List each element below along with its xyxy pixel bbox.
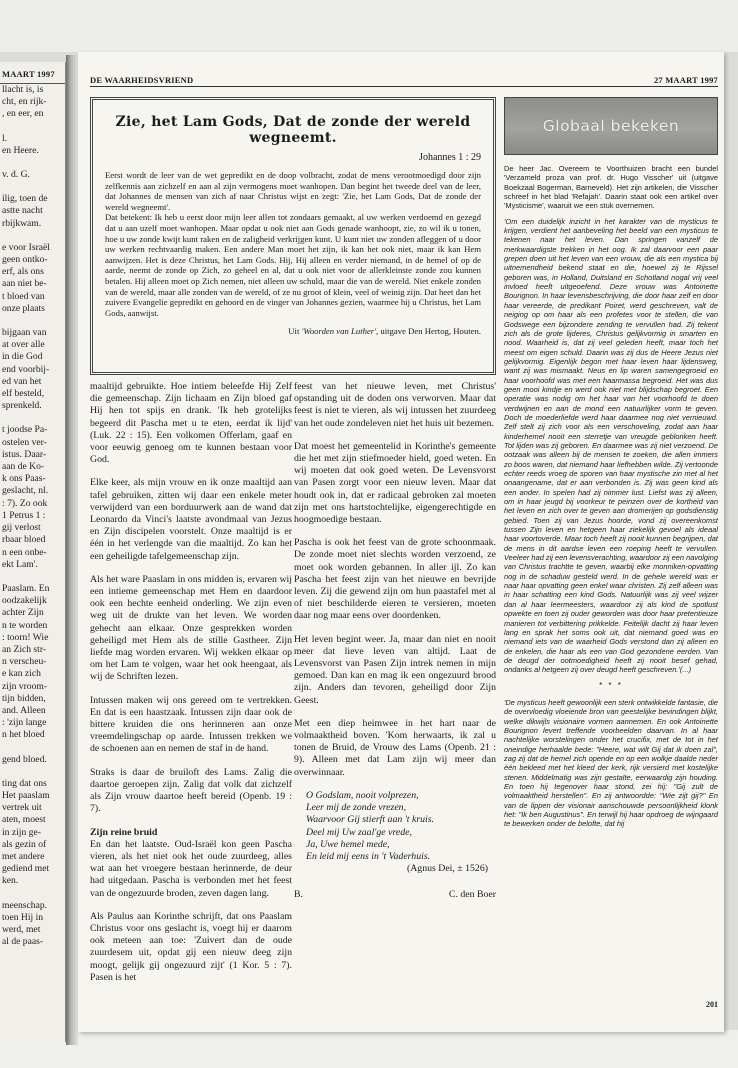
previous-page-line: istus. Daar-	[2, 448, 47, 460]
running-head	[90, 73, 718, 87]
previous-page-line	[0, 742, 65, 754]
article-paragraph: Pascha is ook het feest van de grote schoonmaak. De zonde moet niet slechts worden verzoend, ze moet ook worden gebannen. In aller ijl. Zo kan Pascha het feest zijn van het nieuwe en bevrijde leven. Zij die gewend zijn om hun paastafel met al of niet beschilderde eieren te versieren, moeten daar nog maar eens over doordenken.	[294, 537, 496, 622]
publication-name: DE WAARHEIDSVRIEND	[90, 75, 194, 85]
poem-line: Leer mij de zonde vrezen,	[306, 802, 407, 814]
previous-page-line: gij verlost	[2, 522, 41, 534]
previous-page-line: e kan zich	[2, 668, 41, 680]
previous-page-line: t bloed van	[2, 290, 45, 302]
article-paragraph: Met een diep heimwee in het hart naar de volmaaktheid boven. 'Kom herwaarts, ik zal u tonen de Bruid, de Vrouw des Lams (Openb. 21 : 9). Alleen met dat Lam zijn wij meer dan overwinnaar.	[294, 717, 496, 778]
book-gutter	[66, 55, 78, 1045]
quote-source-prefix: Uit	[288, 326, 302, 337]
sidebar-text	[504, 164, 718, 829]
quote-box-reference: Johannes 1 : 29	[419, 152, 481, 163]
previous-page-line: n het bloed	[2, 729, 45, 741]
background-top	[0, 0, 738, 52]
article-column-right	[294, 381, 496, 902]
issue-date: 27 MAART 1997	[653, 75, 718, 85]
previous-page-line: toen Hij in	[2, 911, 44, 923]
quote-source	[105, 326, 481, 336]
previous-page-line: rbijkwam.	[2, 217, 42, 229]
previous-page-line: : 'zijn lange	[2, 717, 47, 729]
previous-page-line: an Zich str-	[2, 643, 47, 655]
previous-page-line: n een onbe-	[2, 546, 47, 558]
article-column-left	[90, 381, 292, 995]
previous-page-line: , en eer, en	[2, 108, 44, 120]
previous-page-line	[0, 121, 65, 133]
previous-page-header: MAART 1997	[0, 62, 65, 84]
previous-page-line: k ons Paas-	[2, 473, 46, 485]
previous-page-line: n te worden	[2, 619, 48, 631]
previous-page-line: astte nacht	[2, 205, 43, 217]
previous-page-line	[0, 181, 65, 193]
article-paragraph: Straks is daar de bruiloft des Lams. Zalig die daartoe geroepen zijn. Zalig dat volk dat zichzelf als Zijn vrouw daartoe heeft bereid (Openb. 19 : 7).	[90, 766, 292, 815]
poem	[306, 790, 496, 875]
previous-page-line: Het paaslam	[2, 789, 50, 801]
quote-paragraph: Dat betekent: Ik heb u eerst door mijn leer allen tot zondaars gemaakt, al uw werken verdoemd en gezegd dat u aan uzelf moet wanhopen. Maar opdat u ook niet aan Gods genade wanhoopt, zie, zo wil ik u tonen, hoe u uw zonde kwijt kunt raken en de zaligheid verkrijgen kunt. U kunt niet uw zonden afleggen of u door uw werken rechtvaardig maken. Een andere Man moet het zijn, ik kan het ook niet, maar ik kan Hem aanwijzen. Het is deze Christus, het Lam Gods. Hij, Hij alleen en verder niemand, in de hemel of op de aarde, neemt de zonde op Zich, zo geheel en al, dat u ook niet voor de allerkleinste zonde zou kunnen betalen. Hij alleen moet op Zich nemen, niet alleen uw schuld, maar die van de wereld. Niet enkele zonden van de wereld, maar alle zonden van de wereld, of ze nu groot of klein, veel of weinig zijn. Dat heet dan het zuivere Evangelie gepredikt en gehoord en de vinger van Johannes gezien, waarmee hij u Christus, het Lam Gods, aanwijst.	[105, 212, 481, 318]
poem-line: Deel mij Uw zaal'ge vrede,	[306, 826, 412, 838]
previous-page-line: ed van het	[2, 375, 42, 387]
previous-page-line: en Heere.	[2, 144, 39, 156]
magazine-page	[78, 52, 724, 1032]
previous-page-line: ostelen ver-	[2, 436, 47, 448]
article-paragraph: Intussen maken wij ons gereed om te vertrekken. En dat is een haastzaak. Intussen zijn daar ook de bittere kruiden die ons herinneren aan onze vreemdelingschap op aarde. Intussen trekken we de schoenen aan en nemen de staf in de hand.	[90, 694, 292, 755]
article-paragraph: feest van het nieuwe leven, met Christus' opstanding uit de doden ons verworven. Maar dat feest is niet te vieren, als wij intussen het zuurdeeg van het oude zondeleven niet het huis uit bezemen.	[294, 381, 496, 429]
previous-page-line: end voorbij-	[2, 363, 50, 375]
previous-page-line	[0, 412, 65, 424]
previous-page-line	[0, 888, 65, 900]
previous-page-lines	[0, 84, 65, 948]
previous-page-line: aten, moest	[2, 814, 46, 826]
signature-left: B.	[294, 889, 303, 901]
previous-page-line: al de paas-	[2, 936, 44, 948]
article-paragraph: maaltijd gebruikte. Hoe intiem beleefde Hij Zelf die gemeenschap. Zijn lichaam en Zijn bloed gaf Hij hen tot spijs en drank. 'Ik heb grotelijks begeerd dit Pascha met u te eten, eerdat ik lijd' (Luk. 22 : 15). Een volkomen Offerlam, gaaf en voor eeuwig genoeg om te kunnen bestaan voor God.	[90, 381, 292, 466]
article-paragraph: Elke keer, als mijn vrouw en ik onze maaltijd aan tafel gebruiken, zitten wij daar een enkele meter verwijderd van een borduurwerk aan de wand dat Leonardo da Vinci's laatste avondmaal van Jezus en Zijn discipelen voorstelt. Onze maaltijd is er één in het verlengde van die maaltijd. Zo kan het een geheiligde tafelgemeenschap zijn.	[90, 477, 292, 562]
previous-page-line: ken.	[2, 875, 19, 887]
previous-page-line: onze plaats	[2, 302, 45, 314]
previous-page-line: sprenkeld.	[2, 400, 42, 412]
page-number: 201	[706, 1000, 718, 1009]
article-paragraph: En dan het laatste. Oud-Israël kon geen Pascha vieren, als het niet ook het oude zuurdeeg, alles wat aan het vroegere bestaan herinnerde, de deur had uitgedaan. Pascha is verbonden met het feest van de ongezuurde broden, zeven dagen lang.	[90, 838, 292, 899]
article-subheading: Zijn reine bruid	[90, 826, 158, 838]
previous-page-line: t joodse Pa-	[2, 424, 48, 436]
poem-attribution: (Agnus Dei, ± 1526)	[406, 863, 488, 875]
previous-page-line: v. d. G.	[2, 169, 30, 181]
previous-page-line: geslacht, nl.	[2, 485, 49, 497]
previous-page-line: aan niet be-	[2, 278, 47, 290]
previous-page-line: : 7). Zo ook	[2, 497, 48, 509]
previous-page-line: e voor Israël	[2, 241, 50, 253]
previous-page-line: rbaar bloed	[2, 534, 46, 546]
previous-page-line: bijgaan van	[2, 327, 47, 339]
previous-page-line: achter Zijn	[2, 607, 44, 619]
previous-page-line: ting dat ons	[2, 777, 47, 789]
author-signature: C. den Boer	[448, 889, 496, 901]
previous-page-line	[0, 315, 65, 327]
previous-page-line	[0, 157, 65, 169]
previous-page-line: l.	[2, 132, 8, 144]
article-paragraph: Als Paulus aan Korinthe schrijft, dat ons Paaslam Christus voor ons geslacht is, voegt hij er daarom ook meteen aan toe: 'Zuivert dan de oude zuurdesem uit, opdat gij een nieuw deeg zijn moogt, gelijk gij ongezuurd zijt' (1 Kor. 5 : 7). Pasen is het	[90, 910, 292, 983]
previous-page-line: meenschap.	[2, 899, 48, 911]
article-paragraph: Het leven begint weer. Ja, maar dan niet en nooit meer dat lieve leven van altijd. Laat de Levensvorst van Pasen Zijn intrek nemen in mijn gemoed. Dan kan en mag ik een ongezuurd brood zijn. Anders dan tevoren, geheiligd door Zijn Geest.	[294, 633, 496, 706]
poem-line: En leid mij eens in 't Vaderhuis.	[306, 850, 431, 862]
previous-page-line: and. Alleen	[2, 704, 46, 716]
previous-page-line: erf, als ons	[2, 266, 44, 278]
poem-line: O Godslam, nooit volprezen,	[306, 789, 419, 801]
previous-page-line: llacht is, is	[2, 84, 44, 95]
previous-page-line: 1 Petrus 1 :	[2, 509, 46, 521]
previous-page-line	[0, 571, 65, 583]
poem-line: Waarvoor Gij stierft aan 't kruis.	[306, 814, 435, 826]
previous-page-line: in zijn ge-	[2, 826, 41, 838]
quote-source-suffix: , uitgave Den Hertog, Houten.	[376, 326, 481, 337]
quote-source-title: 'Woorden van Luther'	[301, 326, 377, 337]
previous-page-strip	[0, 62, 66, 1042]
previous-page-line: met andere	[2, 850, 45, 862]
previous-page-line: zijn vroom-	[2, 680, 48, 692]
signature-line	[294, 889, 496, 901]
previous-page-line: oodzakelijk	[2, 595, 47, 607]
previous-page-line: cht, en rijk-	[2, 96, 47, 108]
sidebar-banner-title: Globaal bekeken	[542, 117, 680, 135]
previous-page-line	[0, 230, 65, 242]
quote-paragraph: Eerst wordt de leer van de wet gepredikt en de doop volbracht, zodat de mens verootmoedigd door zijn zelfkennis aan zichzelf en aan al zijn vermogens moet wanhopen. Dan begint het tweede deel van de leer, dat Johannes de mensen van zich af naar Christus wijst en zegt: 'Zie, het Lam Gods, Dat de zonde der wereld wegneemt'.	[105, 170, 481, 212]
previous-page-line: Paaslam. En	[2, 582, 50, 594]
quote-box-title: Zie, het Lam Gods, Dat de zonde der wereld wegneemt.	[115, 114, 471, 146]
background-bottom	[0, 1030, 738, 1068]
sidebar-banner	[504, 97, 718, 155]
sidebar-paragraph: 'De mysticus heeft gewoonlijk een sterk ontwikkelde fantasie, die de overvloedig vloeiende bron van geestelijke bevindingen blijkt, welke dikwijls visionaire vormen aannemen. En ook Antoinette Bourignon levert treffende voorbeelden daarvan. In al haar nachtelijke worstelingen onder het crucifix, met de tot in het oneindige herhaalde bede: "Heere, wat wilt Gij dat ik doen zal", zag zij dat de hemel zich opende en op een wolkje daalde neder één bekleed met het kleed der kerk, rijk versierd met kostelijke stenen. Middelmatig was zijn gestalte, eerwaardig zijn houding. En toen hij tegenover haar stond, zei hij: "Gij zult de volmaaktheid herstellen". En zij antwoordde: "Wie zijt gij?" En van de lippen der visionair aanschouwde persoonlijkheid klonk het: "Ik ben Augustinus". En terwijl hij haar opdroeg de wijngaard te bewerken onder de belofte, dat hij	[504, 697, 718, 829]
previous-page-line: gend bloed.	[2, 753, 47, 765]
previous-page-line: ilig, toen de	[2, 193, 48, 205]
poem-line: Ja, Uwe hemel mede,	[306, 838, 390, 850]
previous-page-line: at over alle	[2, 339, 45, 351]
previous-page-line: elf besteld,	[2, 388, 45, 400]
previous-page-line: : toorn! Wie	[2, 631, 49, 643]
sidebar-globaal-bekeken	[504, 97, 718, 1027]
previous-page-line: in die God	[2, 351, 43, 363]
previous-page-line: als gezin of	[2, 838, 47, 850]
previous-page-line	[0, 766, 65, 778]
sidebar-paragraph: 'Om een duidelijk inzicht in het karakter van de mysticus te krijgen, verdient het aanbeveling het beeld van een mysticus te tekenen naar het leven. Dan springen vanzelf de merkwaardigste trekken in het oog. Ik zal daarvoor een paar grepen doen uit het leven van een vrouw, die als een mystica bij uitnemendheid bekend staat en die, hoewel zij te Rijssel geboren was, in Holland, Duitsland en Schotland nogal vrij veel invloed heeft uitgeoefend. Deze vrouw was Antoinette Bourignon. In haar levensbeschrijving, die door haar zelf en door haar vereerde, de predikant Poiret, werd geschreven, valt de neiging op om haar als een profetes voor te stellen, die van Godswege een bijzondere zending te vervullen had. Zij tekent zich als de grote lijderes, Christus gelijkvormig in smarten en nood. Waarheid is, dat zij veel geleden heeft, maar toch het meest om eigen schuld. Daarin was zij dus de Heere Jezus niet gelijkvormig. Eigenlijk begon met haar leven haar lijdensweg, want zij was mismaakt. Neus en lip waren samengegroeid en haar voorhoofd was met een haarmassa begroeid. Het was dus geen mooi kindje en werd ook niet met blijdschap begroet. Een operatie was nodig om het haar van het voorhoofd te doen verdwijnen en aan de mond een natuurlijker vorm te geven. Doch de moederliefde werd haar daarmee nog niet vernieuwd. Zelf stelt zij zich voor als een verschoveling, zodat aan haar kinderhemel nooit een sterretje van vreugde geblonken heeft. Tot lijden was zij geboren. En daarmee was zij niet verzoend. De ootzaak was alleen bij de mensen te zoeken, die allen immers zo boos waren, dat niemand haar liefhebben wilde. Zij vertoonde echter reeds vroeg de sporen van haar mystische zin met al het onaangename, dat er aan verbonden is. Zij was geen kind als een ander. In spelen had zij nimmer lust. Liefst was zij alleen, om in haar jeugd bij voorkeur te peinzen over de kortheid van het leven en zich over te geven aan dromerijen op godsdienstig gebied. Toen zij van Jezus hoorde, vond zij overeenkomst tussen Zijn leven en hetgeen haar ziekelijk gevoel als ideaal haar voortoverde. Maar toch heeft zij nooit kunnen begrijpen, dat de mens in dit aardse leven een roeping heeft te vervullen. Veeleer had zij een levensverachting, waardoor zij een navolging van Christus trachtte te geven, waarbij elke monniken-opvatting nog in de schaduw gesteld werd. In de gehele wereld was er naar haar opvatting geen enkel waar christen. Zij zelf alleen was in haar schatting een kind Gods. Natuurlijk was zij veel wijzer dan al haar leermeesters, waardoor zij als kind de spotlust opwekte en toen zij ouder geworden was door haar pretentieuze manieren tot verbittering prikkelde. Feitelijk dacht zij haar leven lang en sprak het soms ook uit, dat niemand goed was en niemand iets van de waarheid Gods verstond dan zij alleen en de enkelen, die haar als een van God gezondene eerden. Van de deugd der ootmoedigheid heeft zij nooit besef gehad, ondanks al hetgeen zij over deugd heeft geschreven.'(...)	[504, 216, 718, 675]
previous-page-line: geen ontko-	[2, 254, 48, 266]
previous-page-line: werd, met	[2, 923, 41, 935]
previous-page-line: tijn bidden,	[2, 692, 46, 704]
previous-page-line: aan de Ko-	[2, 461, 45, 473]
article-paragraph: Als het ware Paaslam in ons midden is, ervaren wij een intieme gemeenschap met Hem en daardoor ook een hechte eenheid onderling. We zijn even weg uit de drukte van het leven. We worden gehecht aan elkaar. Onze gesprekken worden geheiligd met Hem als de stille Gastheer. Zijn liefde mag worden ervaren. Wij wekken elkaar op om het Lam te volgen, waar het ook heengaat, als wij de Schriften lezen.	[90, 573, 292, 683]
quote-box	[90, 97, 496, 375]
section-separator: * * *	[599, 680, 623, 690]
previous-page-line: n verscheu-	[2, 656, 47, 668]
previous-page-line: ekt Lam'.	[2, 558, 38, 570]
sidebar-paragraph: De heer Jac. Overeem te Voorthuizen bracht een bundel 'Verzameld proza van prof. dr. Hugo Visscher' uit (uitgave Boekzaal Bogerman, Barneveld). Het zijn artikelen, die Visscher schreef in het blad 'Refajah'. Daarin staat ook een artikel over 'Mysticisme', waaruit we een stuk overnemen.	[504, 164, 718, 211]
previous-page-line: gediend met	[2, 863, 50, 875]
previous-page-line: vertrek uit	[2, 802, 42, 814]
article-paragraph: Dat moest het gemeentelid in Korinthe's gemeente die het met zijn stiefmoeder hield, goed weten. En wij moeten dat ook goed weten. De Levensvorst van Pasen zorgt voor een nieuw leven. Maar dat houdt ook in, dat er radicaal gebroken zal moeten zijn met ons hartstochtelijke, eigengerechtigde en hoogmoedige bestaan.	[294, 440, 496, 526]
